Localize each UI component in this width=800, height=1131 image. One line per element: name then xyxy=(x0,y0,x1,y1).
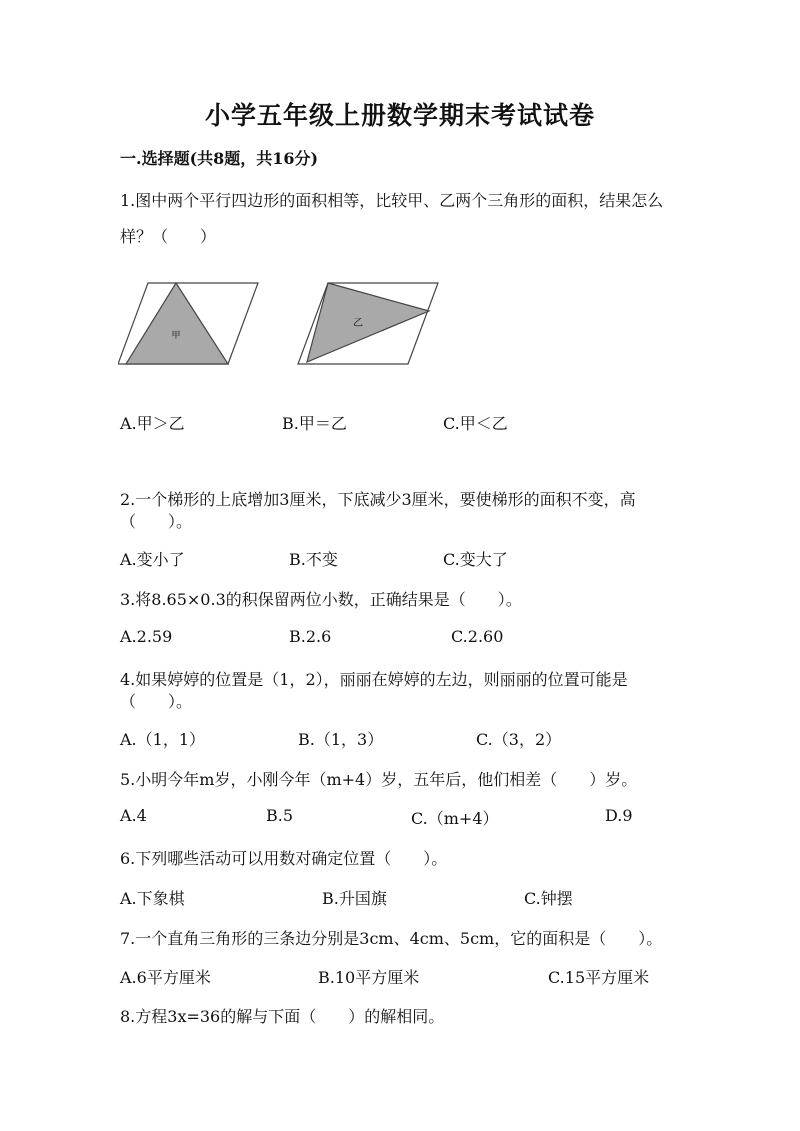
question-8-text: 8.方程3x=36的解与下面（ ）的解相同。 xyxy=(120,1007,445,1026)
question-4-option-a[interactable]: A.（1，1） xyxy=(120,730,206,749)
question-2-option-a[interactable]: A.变小了 xyxy=(120,550,185,569)
page-title: 小学五年级上册数学期末考试试卷 xyxy=(204,101,595,130)
question-2-text-cont: （ ）。 xyxy=(120,512,193,531)
question-1-option-b[interactable]: B.甲＝乙 xyxy=(282,414,347,433)
question-2-text: 2.一个梯形的上底增加3厘米，下底减少3厘米，要使梯形的面积不变，高 xyxy=(120,490,636,509)
question-5-option-b[interactable]: B.5 xyxy=(266,806,294,825)
question-5-option-a[interactable]: A.4 xyxy=(120,806,147,825)
triangle-jia-label: 甲 xyxy=(171,331,181,341)
question-4-option-c[interactable]: C.（3，2） xyxy=(476,730,562,749)
question-5-text: 5.小明今年m岁，小刚今年（m+4）岁，五年后，他们相差（ ）岁。 xyxy=(120,770,638,789)
question-3-option-c[interactable]: C.2.60 xyxy=(451,627,504,646)
question-4-text-cont: （ ）。 xyxy=(120,692,193,711)
section-heading: 一.选择题(共8题，共16分) xyxy=(120,149,319,168)
question-1-text: 1.图中两个平行四边形的面积相等，比较甲、乙两个三角形的面积，结果怎么 xyxy=(120,191,664,210)
question-1-text-cont: 样？（ ） xyxy=(120,227,217,246)
question-5-option-c[interactable]: C.（m+4） xyxy=(411,809,499,828)
question-4-option-b[interactable]: B.（1，3） xyxy=(298,730,384,749)
question-6-text: 6.下列哪些活动可以用数对确定位置（ ）。 xyxy=(120,849,448,868)
triangle-yi-label: 乙 xyxy=(353,318,363,329)
question-1-option-a[interactable]: A.甲＞乙 xyxy=(120,414,185,433)
question-5-option-d[interactable]: D.9 xyxy=(605,806,633,825)
question-3-option-b[interactable]: B.2.6 xyxy=(289,627,332,646)
question-1-option-c[interactable]: C.甲＜乙 xyxy=(443,414,508,433)
question-2-option-b[interactable]: B.不变 xyxy=(289,550,338,569)
question-7-option-c[interactable]: C.15平方厘米 xyxy=(548,968,650,987)
question-7-text: 7.一个直角三角形的三条边分别是3cm、4cm、5cm，它的面积是（ ）。 xyxy=(120,929,663,948)
question-2-option-c[interactable]: C.变大了 xyxy=(443,550,508,569)
question-3-option-a[interactable]: A.2.59 xyxy=(120,627,173,646)
question-6-option-a[interactable]: A.下象棋 xyxy=(120,889,185,908)
question-3-text: 3.将8.65×0.3的积保留两位小数，正确结果是（ ）。 xyxy=(120,590,522,609)
question-6-option-b[interactable]: B.升国旗 xyxy=(322,889,387,908)
question-4-text: 4.如果婷婷的位置是（1，2），丽丽在婷婷的左边，则丽丽的位置可能是 xyxy=(120,670,628,689)
question-7-option-a[interactable]: A.6平方厘米 xyxy=(120,968,211,987)
parallelogram-figure xyxy=(118,280,458,370)
question-6-option-c[interactable]: C.钟摆 xyxy=(524,889,573,908)
question-7-option-b[interactable]: B.10平方厘米 xyxy=(318,968,420,987)
